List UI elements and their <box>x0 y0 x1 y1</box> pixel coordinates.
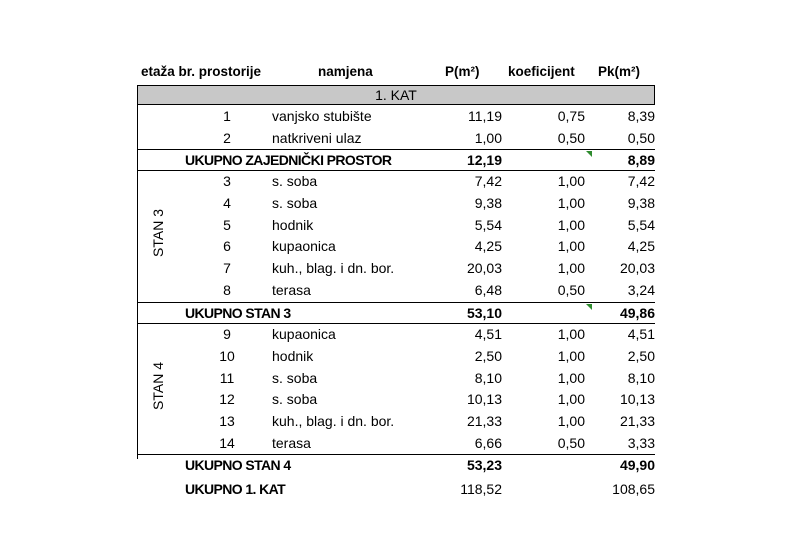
row-br: 6 <box>223 238 231 255</box>
row-namjena: kupaonica <box>272 326 336 342</box>
row-br: 14 <box>219 435 235 451</box>
row-br: 8 <box>223 282 231 298</box>
row-br: 2 <box>223 129 231 146</box>
row-p: 4,25 <box>474 238 502 255</box>
row-namjena: natkriveni ulaz <box>272 129 362 146</box>
row-namjena: terasa <box>272 435 311 451</box>
header-koeficijent: koeficijent <box>508 64 575 79</box>
row-br: 4 <box>223 194 231 211</box>
row-p: 10,13 <box>466 391 502 408</box>
row-pk: 4,25 <box>627 238 655 255</box>
row-br: 9 <box>223 326 231 342</box>
row-koeficijent: 1,00 <box>557 369 585 386</box>
row-br: 1 <box>223 108 231 124</box>
row-p: 9,38 <box>474 194 502 211</box>
row-br: 7 <box>223 260 231 277</box>
total-stan4-p: 53,23 <box>466 457 502 473</box>
row-pk: 5,54 <box>627 216 655 233</box>
header-namjena: namjena <box>318 64 373 79</box>
row-koeficijent: 1,00 <box>557 238 585 255</box>
stan4-label: STAN 4 <box>150 362 166 410</box>
row-namjena: terasa <box>272 282 311 298</box>
left-border <box>137 105 138 459</box>
grand-total-pk: 108,65 <box>612 481 655 497</box>
divider <box>137 302 655 303</box>
row-pk: 7,42 <box>627 173 655 189</box>
row-br: 13 <box>219 413 235 430</box>
row-pk: 0,50 <box>627 129 655 146</box>
row-koeficijent: 1,00 <box>557 173 585 189</box>
comment-marker <box>586 304 592 310</box>
kat-label: 1. KAT <box>375 87 417 103</box>
row-koeficijent: 1,00 <box>557 413 585 430</box>
row-namjena: hodnik <box>272 347 314 364</box>
total-stan4-label: UKUPNO STAN 4 <box>185 457 291 473</box>
row-pk: 8,10 <box>627 369 655 386</box>
row-p: 20,03 <box>466 260 502 277</box>
row-br: 11 <box>219 369 235 386</box>
row-namjena: s. soba <box>272 391 318 408</box>
row-koeficijent: 1,00 <box>557 326 585 342</box>
row-koeficijent: 0,75 <box>557 108 585 124</box>
total-zajednicki-p: 12,19 <box>466 152 502 168</box>
row-koeficijent: 1,00 <box>557 260 585 277</box>
row-pk: 8,39 <box>627 108 655 124</box>
row-pk: 3,24 <box>627 282 655 298</box>
divider <box>137 170 655 171</box>
row-br: 5 <box>223 216 231 233</box>
row-p: 4,51 <box>474 326 502 342</box>
row-p: 7,42 <box>474 173 502 189</box>
divider <box>137 149 655 150</box>
row-pk: 10,13 <box>619 391 655 408</box>
row-pk: 20,03 <box>619 260 655 277</box>
row-pk: 3,33 <box>627 435 655 451</box>
header-etaza: etaža br. prostorije <box>141 64 262 79</box>
row-p: 11,19 <box>468 108 502 124</box>
row-namjena: s. soba <box>272 194 318 211</box>
row-namjena: s. soba <box>272 173 318 189</box>
total-zajednicki-label: UKUPNO ZAJEDNIČKI PROSTOR <box>185 152 392 168</box>
row-p: 2,50 <box>474 347 502 364</box>
header-p: P(m²) <box>445 64 480 79</box>
row-namjena: kuh., blag. i dn. bor. <box>272 413 395 430</box>
row-pk: 2,50 <box>627 347 655 364</box>
row-pk: 4,51 <box>627 326 655 342</box>
row-koeficijent: 1,00 <box>557 194 585 211</box>
row-p: 21,33 <box>466 413 502 430</box>
divider <box>137 323 655 324</box>
row-pk: 9,38 <box>627 194 655 211</box>
row-koeficijent: 0,50 <box>557 129 585 146</box>
row-namjena: vanjsko stubište <box>272 108 372 124</box>
row-namjena: s. soba <box>272 369 318 386</box>
row-koeficijent: 0,50 <box>557 282 585 298</box>
row-koeficijent: 1,00 <box>557 347 585 364</box>
row-br: 10 <box>219 347 235 364</box>
total-stan3-p: 53,10 <box>466 305 502 321</box>
row-p: 8,10 <box>474 369 502 386</box>
row-koeficijent: 1,00 <box>557 216 585 233</box>
comment-marker <box>586 151 592 157</box>
total-stan3-pk: 49,86 <box>619 305 655 321</box>
grand-total-label: UKUPNO 1. KAT <box>185 481 286 497</box>
row-p: 1,00 <box>474 129 502 146</box>
row-br: 12 <box>219 391 235 408</box>
row-br: 3 <box>223 173 231 189</box>
row-pk: 21,33 <box>619 413 655 430</box>
total-stan4-pk: 49,90 <box>619 457 655 473</box>
row-namjena: hodnik <box>272 216 314 233</box>
divider <box>137 454 655 455</box>
row-p: 6,48 <box>474 282 502 298</box>
total-stan3-label: UKUPNO STAN 3 <box>185 305 291 321</box>
stan3-label: STAN 3 <box>150 209 166 257</box>
row-koeficijent: 0,50 <box>557 435 585 451</box>
row-p: 6,66 <box>474 435 502 451</box>
grand-total-p: 118,52 <box>460 481 502 497</box>
row-namjena: kupaonica <box>272 238 336 255</box>
total-zajednicki-pk: 8,89 <box>627 152 655 168</box>
row-namjena: kuh., blag. i dn. bor. <box>272 260 395 277</box>
row-koeficijent: 1,00 <box>557 391 585 408</box>
row-p: 5,54 <box>474 216 502 233</box>
header-pk: Pk(m²) <box>598 64 641 79</box>
